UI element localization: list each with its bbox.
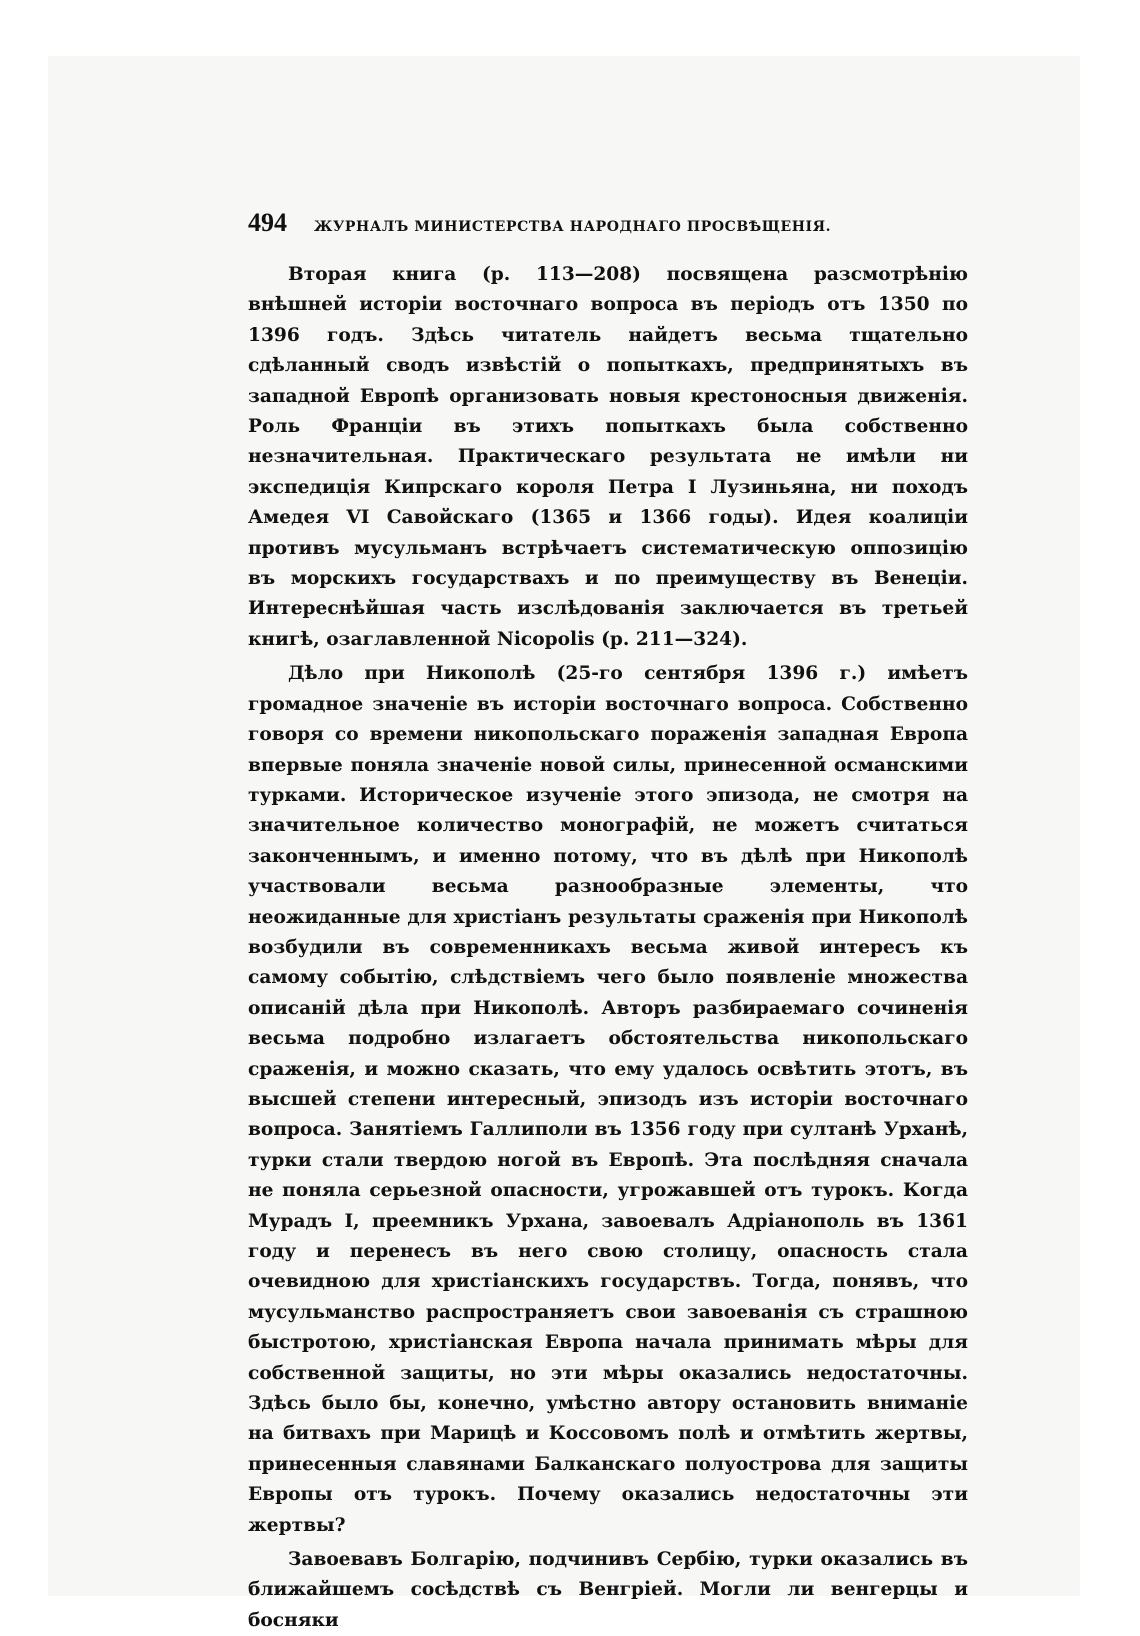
paragraph-1: Вторая книга (р. 113—208) посвящена разсмотрѣнію внѣшней исторіи восточнаго вопроса въ періодъ отъ 1350 по 1396 годъ. Здѣсь читатель найдетъ весьма тщательно сдѣланный сводъ извѣстій о попыткахъ, предпринятыхъ въ западной Европѣ организовать новыя крестоносныя движенія. Роль Франціи въ этихъ попыткахъ была собственно незначительная. Практическаго результата не имѣли ни экспедиція Кипрскаго короля Петра I Лузиньяна, ни походъ Амедея VI Савойскаго (1365 и 1366 годы). Идея коалиціи противъ мусульманъ встрѣчаетъ систематическую оппозицію въ морскихъ государствахъ и по преимуществу въ Венеціи. Интереснѣйшая часть изслѣдованія заключается въ третьей книгѣ, озаглавленной Nicopolis (р. 211—324). <box>248 264 968 650</box>
page-number: 494 <box>248 208 287 237</box>
paragraph-3: Завоевавъ Болгарію, подчинивъ Сербію, турки оказались въ ближайшемъ сосѣдствѣ съ Венгріей. Могли ли венгерцы и босняки <box>248 1549 968 1631</box>
text-body <box>248 260 968 1636</box>
page-header <box>248 208 968 238</box>
paragraph-2: Дѣло при Никополѣ (25-го сентября 1396 г.) имѣетъ громадное значеніе въ исторіи восточнаго вопроса. Собственно говоря со времени никопольскаго пораженія западная Европа впервые поняла значеніе новой силы, принесенной османскими турками. Историческое изученіе этого эпизода, не смотря на значительное количество монографій, не можетъ считаться законченнымъ, и именно потому, что въ дѣлѣ при Никополѣ участвовали весьма разнообразные элементы, что неожиданные для христіанъ результаты сраженія при Никополѣ возбудили въ современникахъ весьма живой интересъ къ самому событію, слѣдствіемъ чего было появленіе множества описаній дѣла при Никополѣ. Авторъ разбираемаго сочиненія весьма подробно излагаетъ обстоятельства никопольскаго сраженія, и можно сказать, что ему удалось освѣтить этотъ, въ высшей степени интересный, эпизодъ изъ исторіи восточнаго вопроса. Занятіемъ Галлиполи въ 1356 году при султанѣ Урханѣ, турки стали твердою ногой въ Европѣ. Эта послѣдняя сначала не поняла серьезной опасности, угрожавшей отъ турокъ. Когда Мурадъ I, преемникъ Урхана, завоевалъ Адріанополь въ 1361 году и перенесъ въ него свою столицу, опасность стала очевидною для христіанскихъ государствъ. Тогда, понявъ, что мусульманство распространяетъ свои завоеванія съ страшною быстротою, христіанская Европа начала принимать мѣры для собственной защиты, но эти мѣры оказались недостаточны. Здѣсь было бы, конечно, умѣстно автору остановить вниманіе на битвахъ при Марицѣ и Коссовомъ полѣ и отмѣтить жертвы, принесенныя славянами Балканскаго полуострова для защиты Европы отъ турокъ. Почему оказались недостаточны эти жертвы? <box>248 663 968 1536</box>
document-page <box>248 208 968 1636</box>
running-title: ЖУРНАЛЪ МИНИСТЕРСТВА НАРОДНАГО ПРОСВѢЩЕНІЯ. <box>314 219 832 235</box>
